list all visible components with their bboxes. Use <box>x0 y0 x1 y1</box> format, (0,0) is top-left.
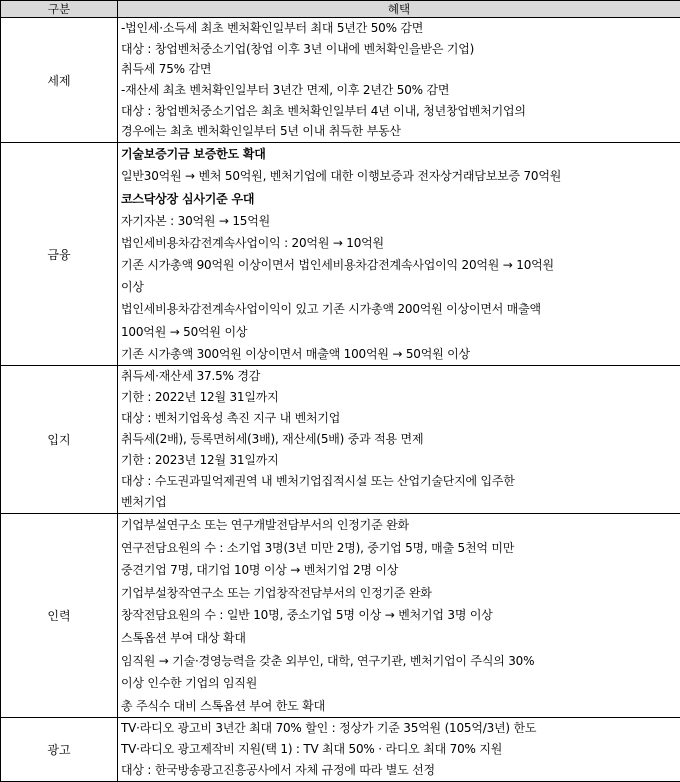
benefit-location <box>118 366 680 514</box>
benefit-line: 기한 : 2022년 12월 31일까지 <box>121 387 678 408</box>
benefit-line: 대상 : 창업벤처중소기업은 최초 벤처확인일부터 4년 이내, 청년창업벤처기업의 <box>121 101 678 122</box>
benefit-line: 기한 : 2023년 12월 31일까지 <box>121 450 678 471</box>
benefit-line: 법인세비용차감전계속사업이익이 있고 기존 시가총액 200억원 이상이면서 매출액 <box>121 298 678 320</box>
row-location <box>1 366 680 514</box>
benefit-line: TV·라디오 광고비 3년간 최대 70% 할인 : 정상가 기준 35억원 (105억/3년) 한도 <box>121 718 678 739</box>
benefit-line: 대상 : 수도권과밀억제권역 내 벤처기업집적시설 또는 산업기술단지에 입주한 <box>121 471 678 492</box>
benefit-line: 이상 <box>121 276 678 298</box>
benefit-line: -재산세 최초 벤처확인일부터 3년간 면제, 이후 2년간 50% 감면 <box>121 80 678 101</box>
row-advertising <box>1 718 680 782</box>
benefit-line: 취득세(2배), 등록면허세(3배), 재산세(5배) 중과 적용 면제 <box>121 429 678 450</box>
benefit-heading: 코스닥상장 심사기준 우대 <box>121 188 678 210</box>
benefit-line: 벤처기업 <box>121 492 678 513</box>
benefit-finance <box>118 143 680 366</box>
row-personnel <box>1 514 680 718</box>
benefit-line: 중견기업 7명, 대기업 10명 이상 → 벤처기업 2명 이상 <box>121 559 678 582</box>
benefit-line: 기존 시가총액 90억원 이상이면서 법인세비용차감전계속사업이익 20억원 → 10억원 <box>121 254 678 276</box>
benefit-line: 자기자본 : 30억원 → 15억원 <box>121 210 678 232</box>
benefit-line: 대상 : 창업벤처중소기업(창업 이후 3년 이내에 벤처확인을받은 기업) <box>121 39 678 60</box>
category-advertising: 광고 <box>1 718 118 782</box>
category-finance: 금융 <box>1 143 118 366</box>
benefit-heading: 기술보증기금 보증한도 확대 <box>121 143 678 165</box>
row-finance <box>1 143 680 366</box>
category-personnel: 인력 <box>1 514 118 718</box>
benefit-tax <box>118 18 680 143</box>
benefit-line: 연구전담요원의 수 : 소기업 3명(3년 미만 2명), 중기업 5명, 매출 5천억 미만 <box>121 537 678 560</box>
benefit-line: 임직원 → 기술·경영능력을 갖춘 외부인, 대학, 연구기관, 벤처기업이 주식의 30% <box>121 650 678 673</box>
benefit-line: 대상 : 한국방송광고진흥공사에서 자체 규정에 따라 별도 선정 <box>121 760 678 781</box>
benefit-line: 100억원 → 50억원 이상 <box>121 321 678 343</box>
header-category: 구분 <box>1 1 118 18</box>
benefit-line: -법인세·소득세 최초 벤처확인일부터 최대 5년간 50% 감면 <box>121 18 678 39</box>
benefit-line: 법인세비용차감전계속사업이익 : 20억원 → 10억원 <box>121 232 678 254</box>
benefit-line: 취득세·재산세 37.5% 경감 <box>121 366 678 387</box>
benefit-line: 스톡옵션 부여 대상 확대 <box>121 627 678 650</box>
category-tax: 세제 <box>1 18 118 143</box>
row-tax <box>1 18 680 143</box>
header-row <box>1 1 680 18</box>
category-location: 입지 <box>1 366 118 514</box>
benefit-advertising <box>118 718 680 782</box>
benefit-line: 일반30억원 → 벤처 50억원, 벤처기업에 대한 이행보증과 전자상거래담보보증 70억원 <box>121 165 678 187</box>
benefit-line: TV·라디오 광고제작비 지원(택 1) : TV 최대 50% · 라디오 최대 70% 지원 <box>121 739 678 760</box>
benefit-line: 총 주식수 대비 스톡옵션 부여 한도 확대 <box>121 695 678 718</box>
benefit-line: 기업부설연구소 또는 연구개발전담부서의 인정기준 완화 <box>121 514 678 537</box>
benefit-line: 취득세 75% 감면 <box>121 59 678 80</box>
benefit-personnel <box>118 514 680 718</box>
benefit-line: 대상 : 벤처기업육성 촉진 지구 내 벤처기업 <box>121 408 678 429</box>
benefit-line: 경우에는 최초 벤처확인일부터 5년 이내 취득한 부동산 <box>121 121 678 142</box>
benefit-line: 기존 시가총액 300억원 이상이면서 매출액 100억원 → 50억원 이상 <box>121 343 678 365</box>
benefit-line: 창작전담요원의 수 : 일반 10명, 중소기업 5명 이상 → 벤처기업 3명 이상 <box>121 604 678 627</box>
benefit-line: 이상 인수한 기업의 임직원 <box>121 672 678 695</box>
benefit-line: 기업부설창작연구소 또는 기업창작전담부서의 인정기준 완화 <box>121 582 678 605</box>
header-benefit: 혜택 <box>118 1 680 18</box>
